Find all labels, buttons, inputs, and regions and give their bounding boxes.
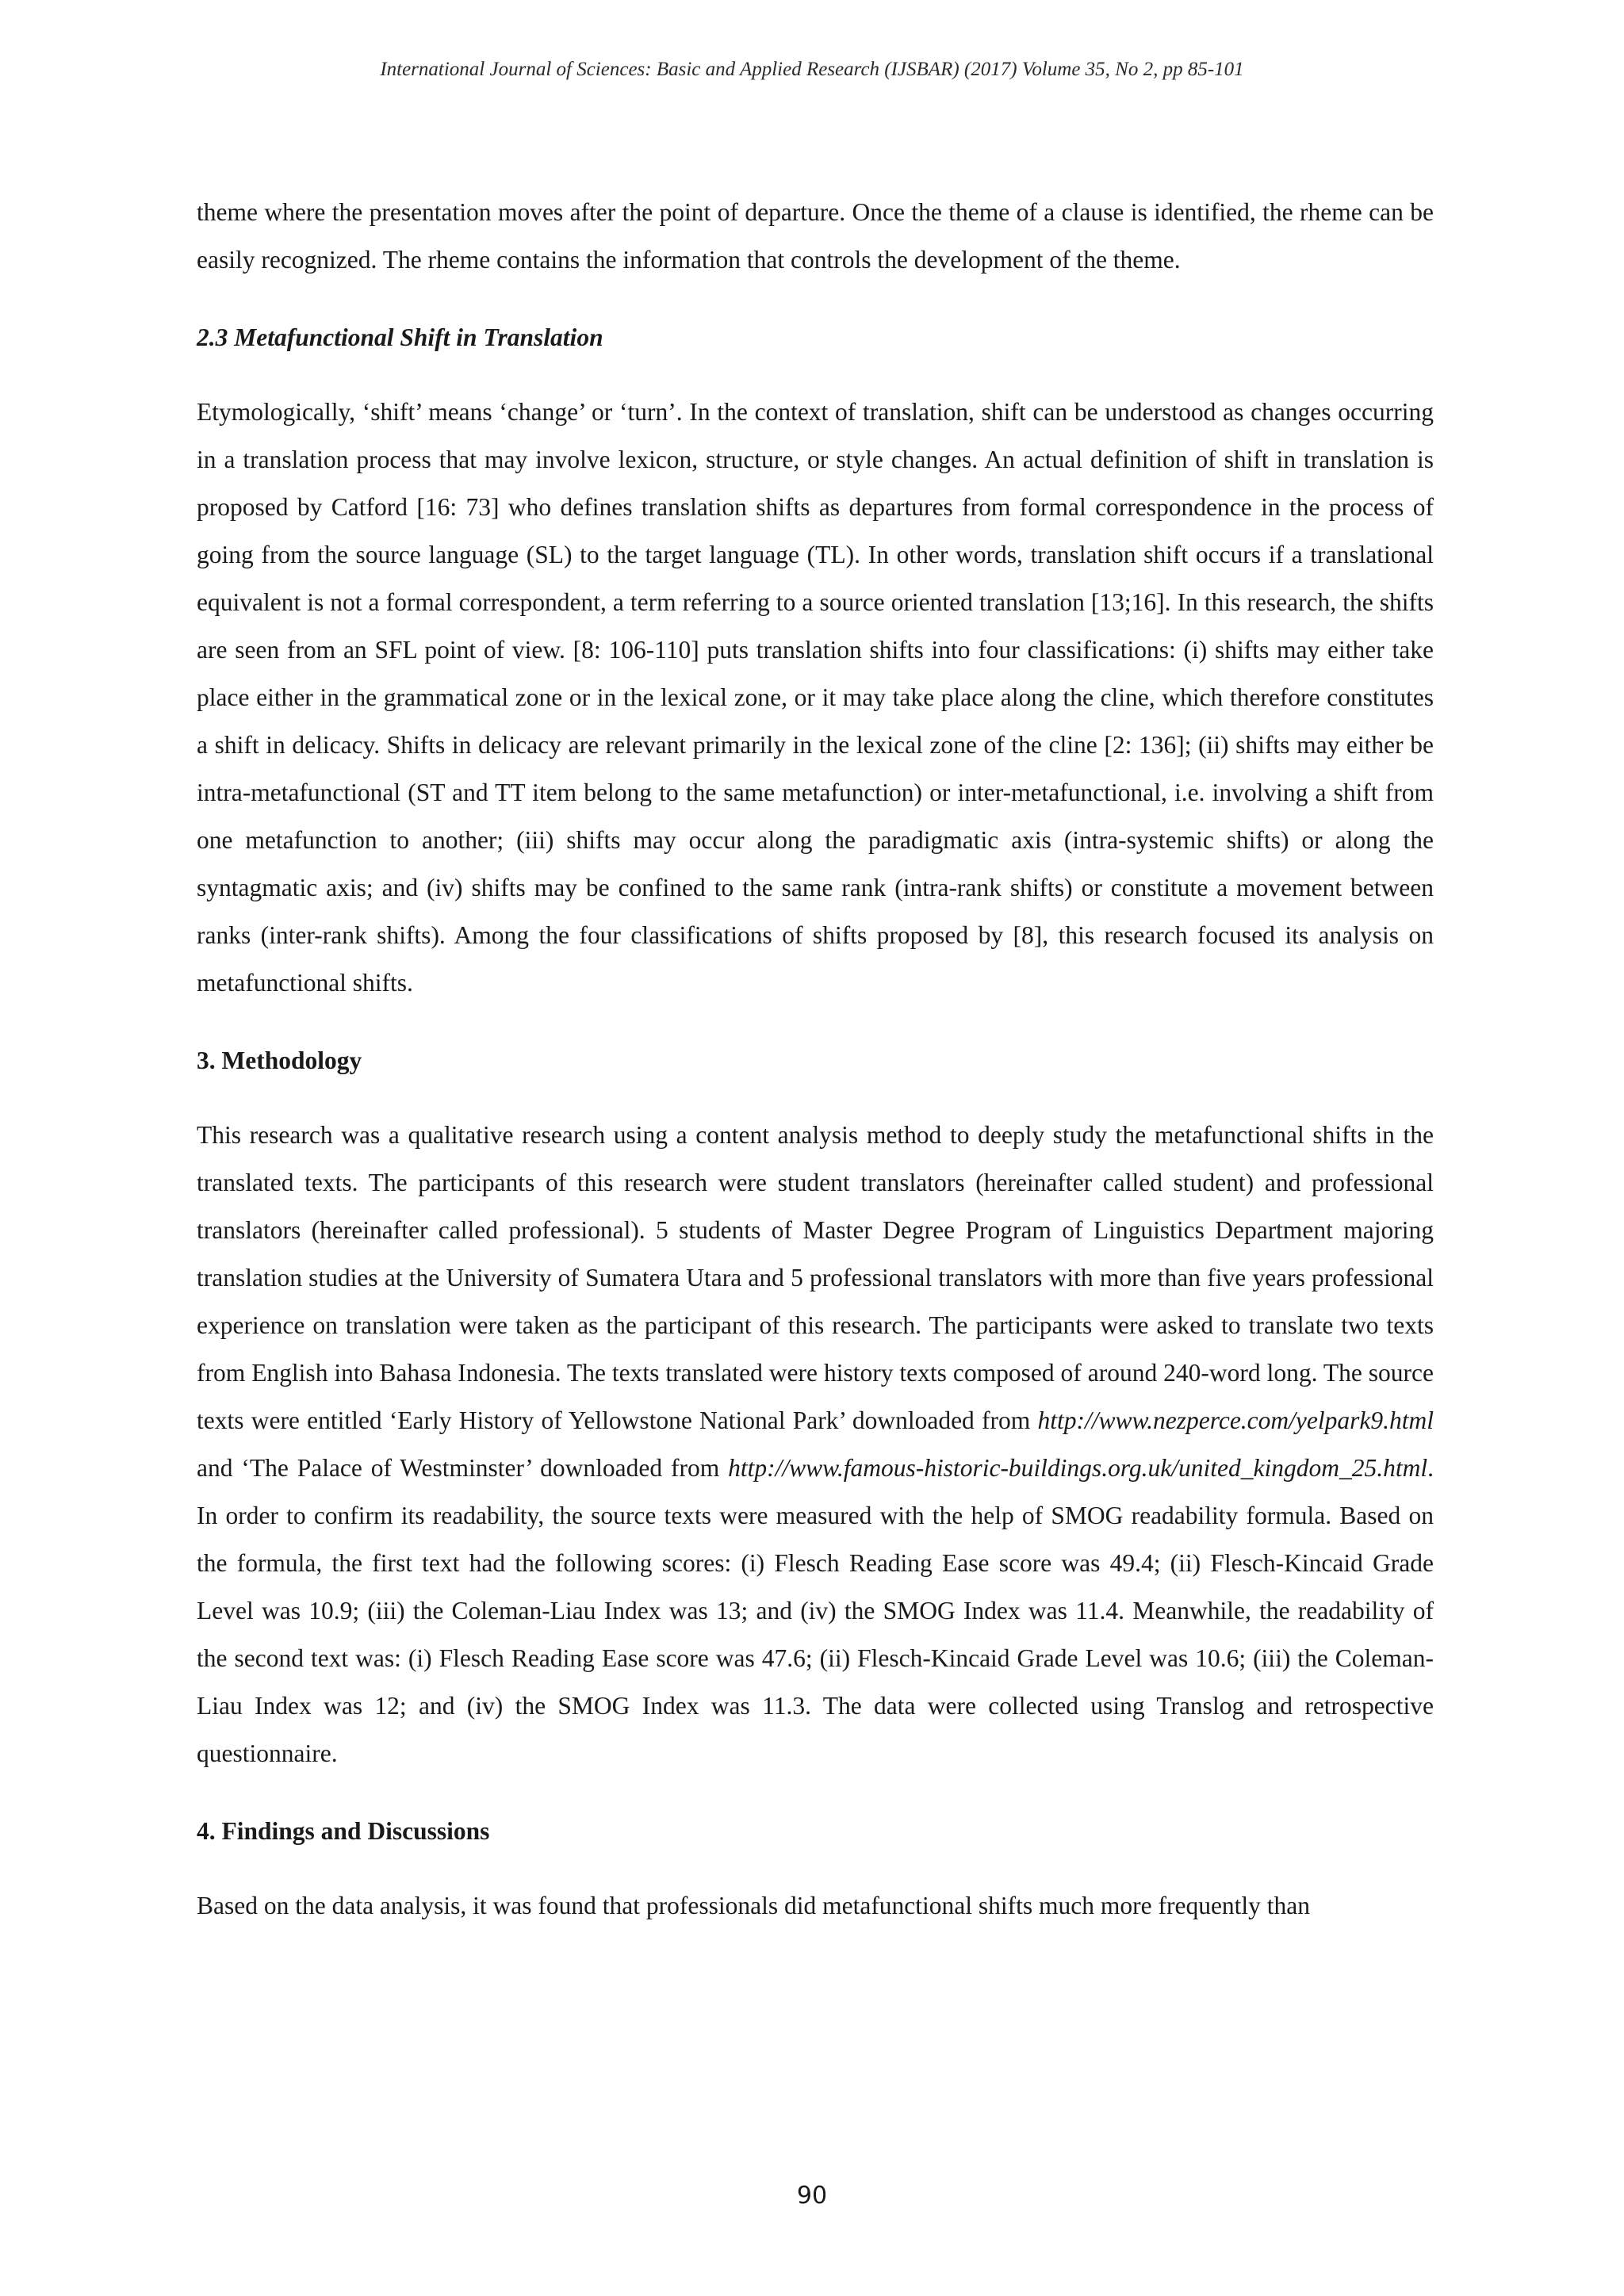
page-number: 90 — [796, 2182, 828, 2210]
section-3-text-part1: This research was a qualitative research using a content analysis method to deeply study the metafunctional shifts in the translated texts. The participants of this research were student translators (hereinafter called student) and professional translators (hereinafter called professional). 5 students of Master Degree Program of Linguistics Department majoring translation studies at the University of Sumatera Utara and 5 professional translators with more than five years professional experience on translation were taken as the participant of this research. The participants were asked to translate two texts from English into Bahasa Indonesia. The texts translated were history texts composed of around 240-word long. The source texts were entitled ‘Early History of Yellowstone National Park’ downloaded from — [197, 1121, 1434, 1434]
section-3-text-part3: . In order to confirm its readability, the source texts were measured with the help of SMOG readability formula. Based on the formula, the first text had the following scores: (i) Flesch Reading Ease score was 49.4; (ii) Flesch-Kincaid Grade Level was 10.9; (iii) the Coleman-Liau Index was 13; and (iv) the SMOG Index was 11.4. Meanwhile, the readability of the second text was: (i) Flesch Reading Ease score was 47.6; (ii) Flesch-Kincaid Grade Level was 10.6; (iii) the Coleman-Liau Index was 12; and (iv) the SMOG Index was 11.3. The data were collected using Translog and retrospective questionnaire. — [197, 1454, 1434, 1767]
section-2-3-paragraph: Etymologically, ‘shift’ means ‘change’ or ‘turn’. In the context of translation, shift can be understood as changes occurring in a translation process that may involve lexicon, structure, or style changes. An actual definition of shift in translation is proposed by Catford [16: 73] who defines translation shifts as departures from formal correspondence in the process of going from the source language (SL) to the target language (TL). In other words, translation shift occurs if a translational equivalent is not a formal correspondent, a term referring to a source oriented translation [13;16]. In this research, the shifts are seen from an SFL point of view. [8: 106-110] puts translation shifts into four classifications: (i) shifts may either take place either in the grammatical zone or in the lexical zone, or it may take place along the cline, which therefore constitutes a shift in delicacy. Shifts in delicacy are relevant primarily in the lexical zone of the cline [2: 136]; (ii) shifts may either be intra-metafunctional (ST and TT item belong to the same metafunction) or inter-metafunctional, i.e. involving a shift from one metafunction to another; (iii) shifts may occur along the paradigmatic axis (intra-systemic shifts) or along the syntagmatic axis; and (iv) shifts may be confined to the same rank (intra-rank shifts) or constitute a movement between ranks (inter-rank shifts). Among the four classifications of shifts proposed by [8], this research focused its analysis on metafunctional shifts. — [197, 398, 1434, 997]
intro-paragraph: theme where the presentation moves after the point of departure. Once the theme of a clause is identified, the rheme can be easily recognized. The rheme contains the information that controls the development of the theme. — [197, 198, 1434, 274]
section-3-heading: 3. Methodology — [197, 1047, 362, 1074]
section-4-paragraph: Based on the data analysis, it was found that professionals did metafunctional shifts much more frequently than — [197, 1892, 1311, 1919]
running-header: International Journal of Sciences: Basic and Applied Research (IJSBAR) (2017) Volume 35, No 2, pp 85-101 — [380, 59, 1244, 80]
section-2-3-heading: 2.3 Metafunctional Shift in Translation — [197, 323, 603, 351]
source-url-yellowstone: http://www.nezperce.com/yelpark9.html — [1037, 1406, 1434, 1434]
section-3-text-part2: and ‘The Palace of Westminster’ downloaded from — [197, 1454, 729, 1482]
section-4-heading: 4. Findings and Discussions — [197, 1817, 490, 1845]
section-3-paragraph — [197, 1112, 1434, 1777]
page-body — [197, 189, 1434, 1930]
source-url-westminster: http://www.famous-historic-buildings.org.uk/united_kingdom_25.html — [728, 1454, 1428, 1482]
